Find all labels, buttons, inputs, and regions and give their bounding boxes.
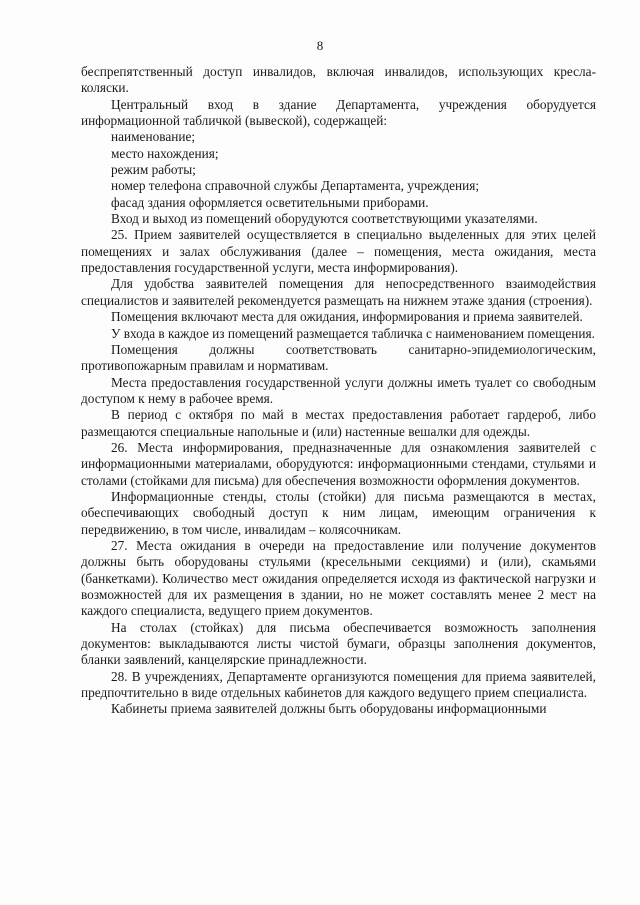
document-body [81, 64, 596, 718]
paragraph: Помещения включают места для ожидания, информирования и приема заявителей. [111, 309, 583, 325]
page-number: 8 [316, 38, 324, 53]
paragraph: Для удобства заявителей помещения для непосредственного взаимодействия специалистов и заявителей рекомендуется размещать на нижнем этаже здания (строения). [81, 276, 596, 308]
list-item: место нахождения; [111, 145, 219, 161]
paragraph: У входа в каждое из помещений размещается табличка с наименованием помещения. [111, 325, 595, 341]
paragraph: 27. Места ожидания в очереди на предоставление или получение документов должны быть оборудованы стульями (кресельными секциями) и (или), скамьями (банкетками). Количество мест ожидания определяется исходя из фактической нагрузки и возможностей для их размещения в здании, но не может составлять менее 2 мест на каждого специалиста, ведущего прием документов. [81, 537, 596, 619]
paragraph: На столах (стойках) для письма обеспечивается возможность заполнения документов: выкладываются листы чистой бумаги, образцы заполнения документов, бланки заявлений, канцелярские принадлежности. [81, 619, 596, 668]
paragraph: Места предоставления государственной услуги должны иметь туалет со свободным доступом к нему в рабочее время. [81, 374, 596, 406]
paragraph: Информационные стенды, столы (стойки) для письма размещаются в местах, обеспечивающих свободный доступ к ним лицам, имеющим ограничения к передвижению, в том числе, инвалидам – колясочникам. [81, 488, 596, 537]
list-item: номер телефона справочной службы Департамента, учреждения; [111, 178, 480, 194]
paragraph: 26. Места информирования, предназначенные для ознакомления заявителей с информационными материалами, оборудуются: информационными стендами, стульями и столами (стойками для письма) для обеспечения возможности оформления документов. [81, 439, 596, 488]
paragraph: В период с октября по май в местах предоставления работает гардероб, либо размещаются специальные напольные и (или) настенные вешалки для одежды. [81, 407, 596, 439]
paragraph: Помещения должны соответствовать санитарно-эпидемиологическим, противопожарным правилам и нормативам. [81, 341, 596, 374]
paragraph: беспрепятственный доступ инвалидов, включая инвалидов, использующих кресла-коляски. [81, 64, 596, 96]
paragraph: Кабинеты приема заявителей должны быть оборудованы информационными [111, 701, 547, 717]
paragraph: Центральный вход в здание Департамента, учреждения оборудуется информационной табличкой (вывеской), содержащей: [81, 96, 596, 129]
list-item: наименование; [111, 129, 196, 145]
paragraph: 25. Прием заявителей осуществляется в специально выделенных для этих целей помещениях и залах обслуживания (далее – помещения, места ожидания, места предоставления государственной услуги, места информирования). [81, 227, 596, 276]
list-item: фасад здания оформляется осветительными приборами. [111, 194, 429, 210]
paragraph: Вход и выход из помещений оборудуются соответствующими указателями. [111, 211, 538, 227]
paragraph: 28. В учреждениях, Департаменте организуются помещения для приема заявителей, предпочтительно в виде отдельных кабинетов для каждого ведущего прием специалиста. [81, 668, 596, 701]
list-item: режим работы; [111, 162, 196, 178]
